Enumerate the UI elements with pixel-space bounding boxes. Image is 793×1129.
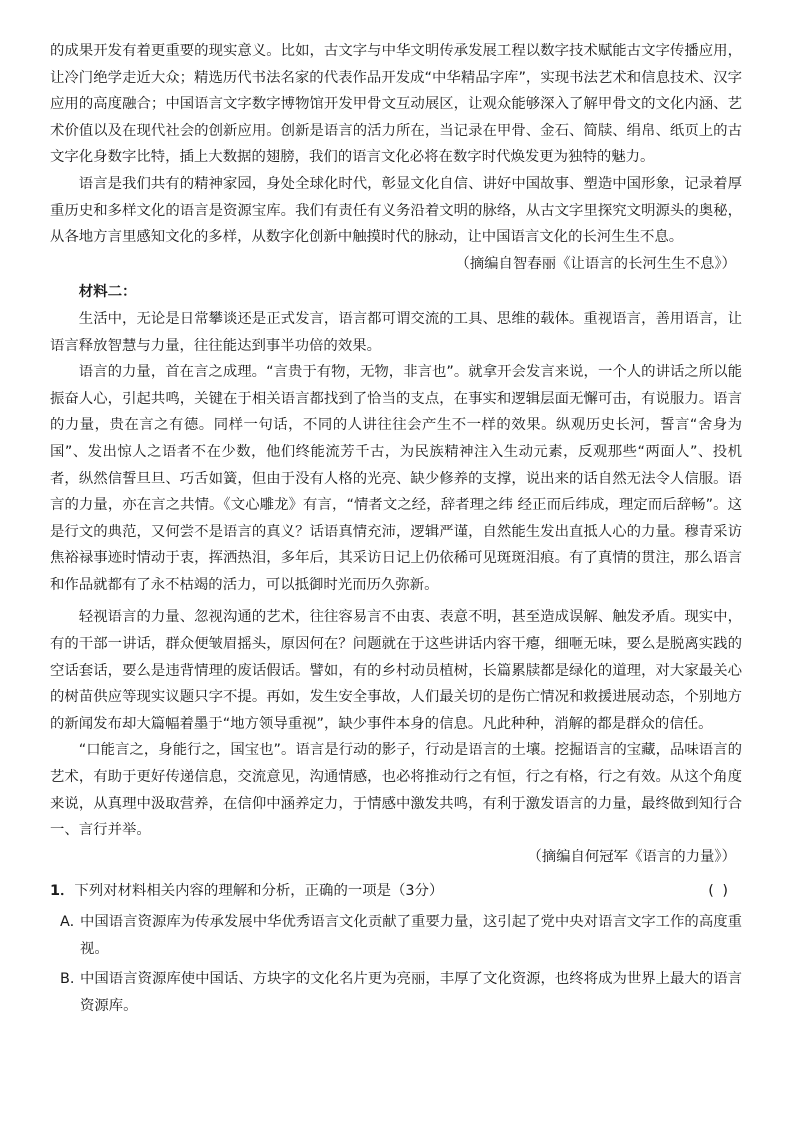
paragraph-2: 语言是我们共有的精神家园，身处全球化时代，彰显文化自信、讲好中国故事、塑造中国形象，记录着厚重历史和多样文化的语言是资源宝库。我们有责任有义务沿着文明的脉络，从古文字里探究文明源头的奥秘，从各地方言里感知文化的多样，从数字化创新中触摸时代的脉动，让中国语言文化的长河生生不息。 — [50, 175, 742, 246]
question-1 — [50, 878, 742, 905]
option-b-letter: B. — [60, 971, 75, 988]
paragraph-6: “口能言之，身能行之，国宝也”。语言是行动的影子，行动是语言的土壤。挖掘语言的宝藏，品味语言的艺术，有助于更好传递信息，交流意见，沟通情感，也必将推动行之有恒，行之有格，行之有效。从这个角度来说，从真理中汲取营养，在信仰中涵养定力，于情感中激发共鸣，有利于激发语言的力量，最终做到知行合一、言行并举。 — [50, 742, 742, 839]
paragraph-5: 轻视语言的力量、忽视沟通的艺术，往往容易言不由衷、表意不明，甚至造成误解、触发矛盾。现实中，有的干部一讲话，群众便皱眉摇头，原因何在？问题就在于这些讲话内容干瘪，细咂无味，要么是脱离实践的空话套话，要么是违背情理的废话假话。譬如，有的乡村动员植树，长篇累牍都是绿化的道理，对大家最关心的树苗供应等现实议题只字不提。再如，发生安全事故，人们最关切的是伤亡情况和救援进展动态，个别地方的新闻发布却大篇幅着墨于“地方领导重视”，缺少事件本身的信息。凡此种种，消解的都是群众的信任。 — [50, 609, 742, 732]
paragraph-1: 的成果开发有着更重要的现实意义。比如，古文字与中华文明传承发展工程以数字技术赋能古文字传播应用，让冷门绝学走近大众；精选历代书法名家的代表作品开发成“中华精品字库”，实现书法艺术和信息技术、汉字应用的高度融合；中国语言文字数字博物馆开发甲骨文互动展区，让观众能够深入了解甲骨文的文化内涵、艺术价值以及在现代社会的创新应用。创新是语言的活力所在，当记录在甲骨、金石、简牍、绢帛、纸页上的古文字化身数字比特，插上大数据的翅膀，我们的语言文化必将在数字时代焕发更为独特的魅力。 — [50, 43, 742, 166]
document-page — [50, 38, 742, 1019]
answer-blank: ( ) — [708, 883, 730, 900]
question-1-stem: 下列对材料相关内容的理解和分析，正确的一项是（3分） — [74, 883, 444, 900]
paragraph-4: 语言的力量，首在言之成理。“言贵于有物，无物，非言也”。就拿开会发言来说，一个人的讲话之所以能振奋人心，引起共鸣，关键在于相关语言都找到了恰当的支点，在事实和逻辑层面无懈可击，有说服力。语言的力量，贵在言之有德。同样一句话，不同的人讲往往会产生不一样的效果。纵观历史长河，誓言“舍身为国”、发出惊人之语者不在少数，他们终能流芳千古，为民族精神注入生动元素，反观那些“两面人”、投机者，纵然信誓旦旦、巧舌如簧，但由于没有人格的光亮、缺少修养的支撑，说出来的话自然无法令人信服。语言的力量，亦在言之共情。《文心雕龙》有言，“情者文之经，辞者理之纬 经正而后纬成，理定而后辞畅”。这是行文的典范，又何尝不是语言的真义？话语真情充沛，逻辑严谨，自然能生发出直抵人心的力量。穆青采访焦裕禄事迹时情动于衷，挥洒热泪，多年后，其采访日记上仍依稀可见斑斑泪痕。有了真情的贯注，那么语言和作品就都有了永不枯竭的活力，可以抵御时光而历久弥新。 — [50, 364, 742, 593]
material-2-heading: 材料二： — [78, 284, 137, 301]
option-b-text: 中国语言资源库使中国话、方块字的文化名片更为亮丽，丰厚了文化资源，也终将成为世界上最大的语言资源库。 — [80, 971, 742, 1014]
question-1-number: 1． — [50, 883, 75, 900]
paragraph-3: 生活中，无论是日常攀谈还是正式发言，语言都可谓交流的工具、思维的载体。重视语言，善用语言，让语言释放智慧与力量，往往能达到事半功倍的效果。 — [50, 310, 742, 354]
question-1-stem-wrap — [50, 878, 443, 905]
option-a-text: 中国语言资源库为传承发展中华优秀语言文化贡献了重要力量，这引起了党中央对语言文字工作的高度重视。 — [80, 914, 742, 957]
option-b — [50, 966, 742, 1019]
source-citation-2: （摘编自何冠军《语言的力量》） — [527, 848, 736, 865]
source-citation-1: （摘编自智春丽《让语言的长河生生不息》） — [455, 255, 736, 272]
option-a-letter: A. — [60, 914, 75, 930]
option-a — [50, 909, 742, 962]
